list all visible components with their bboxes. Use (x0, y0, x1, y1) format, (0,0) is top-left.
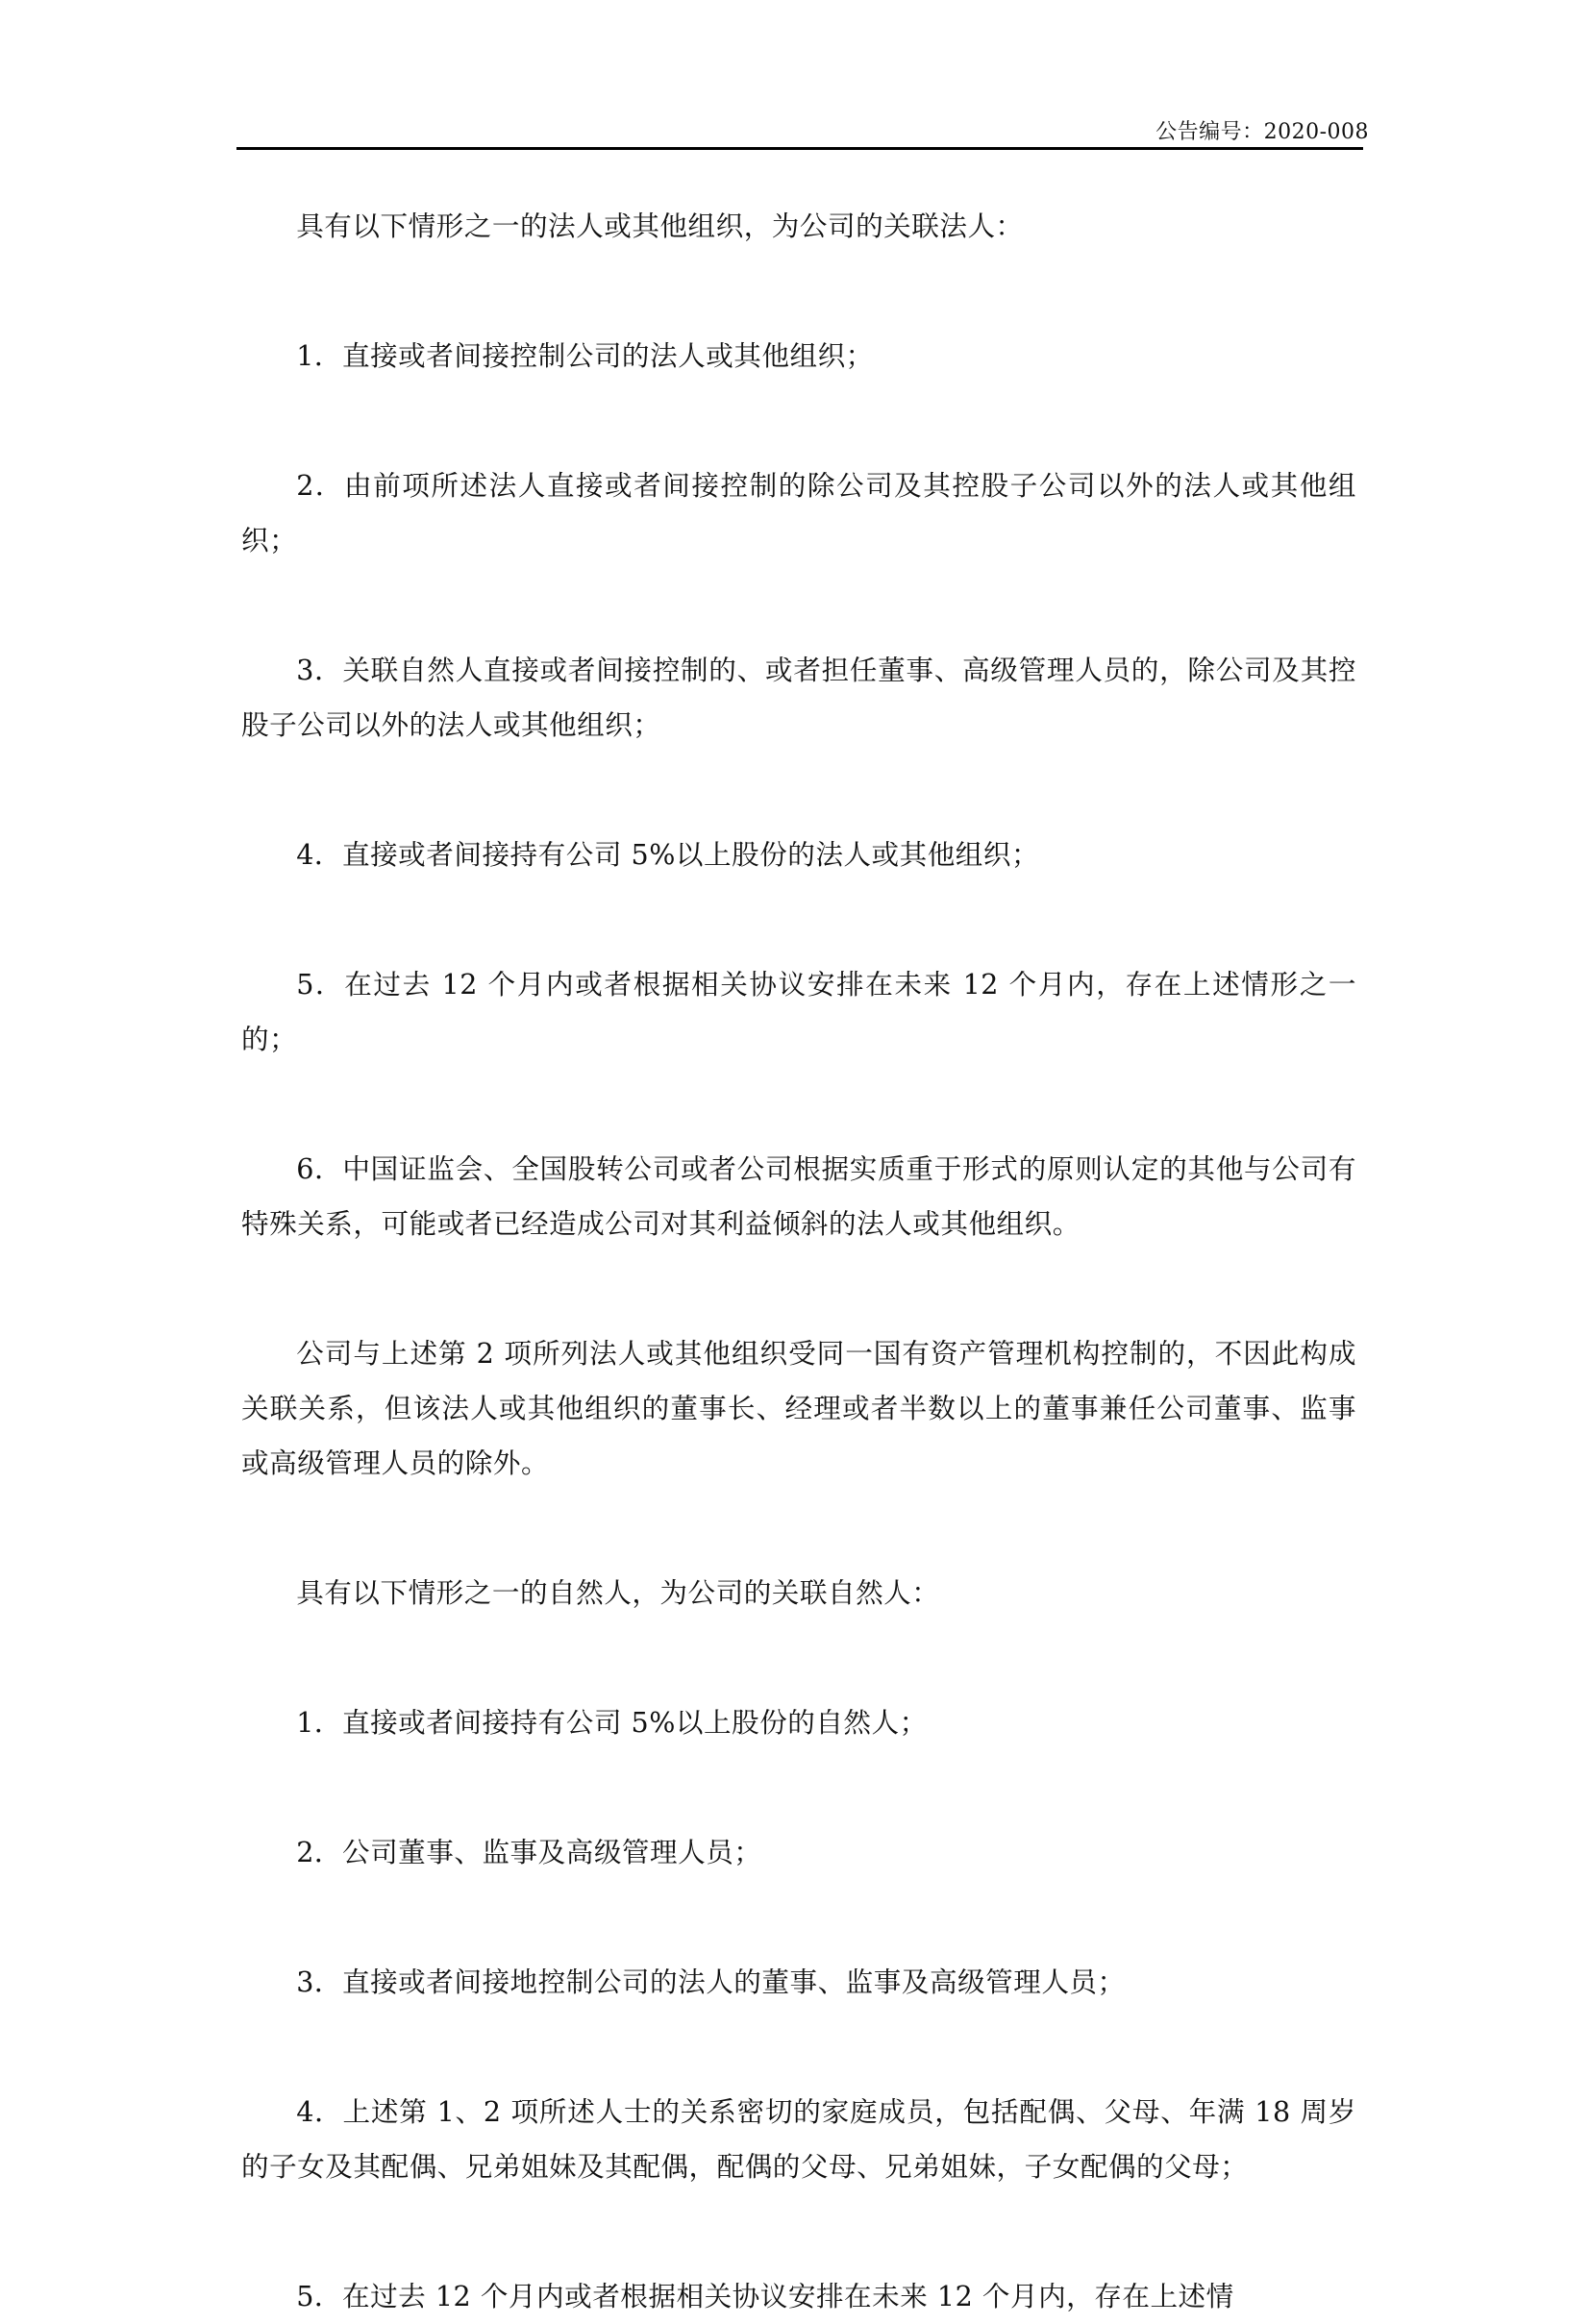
paragraph-related-legal-person-intro: 具有以下情形之一的法人或其他组织，为公司的关联法人： (296, 210, 1024, 242)
paragraph-natural-item-4: 4．上述第 1、2 项所述人士的关系密切的家庭成员，包括配偶、父母、年满 18 周岁的子女及其配偶、兄弟姐妹及其配偶，配偶的父母、兄弟姐妹，子女配偶的父母； (241, 2095, 1356, 2183)
paragraph-natural-item-3: 3．直接或者间接地控制公司的法人的董事、监事及高级管理人员； (296, 1966, 1126, 1998)
announcement-number: 公告编号：2020-008 (1155, 120, 1369, 144)
paragraph-legal-item-1: 1．直接或者间接控制公司的法人或其他组织； (296, 339, 874, 372)
paragraph-legal-item-4: 4．直接或者间接持有公司 5%以上股份的法人或其他组织； (296, 838, 1040, 871)
paragraph-natural-item-2: 2．公司董事、监事及高级管理人员； (296, 1836, 762, 1868)
document-body (241, 199, 1356, 2324)
paragraph-natural-item-1: 1．直接或者间接持有公司 5%以上股份的自然人； (296, 1706, 928, 1739)
paragraph-legal-item-5: 5．在过去 12 个月内或者根据相关协议安排在未来 12 个月内，存在上述情形之一的； (241, 968, 1356, 1055)
paragraph-state-asset-exception: 公司与上述第 2 项所列法人或其他组织受同一国有资产管理机构控制的，不因此构成关联关系，但该法人或其他组织的董事长、经理或者半数以上的董事兼任公司董事、监事或高级管理人员的除外。 (241, 1337, 1356, 1479)
paragraph-related-natural-person-intro: 具有以下情形之一的自然人，为公司的关联自然人： (296, 1576, 940, 1609)
paragraph-legal-item-6: 6．中国证监会、全国股转公司或者公司根据实质重于形式的原则认定的其他与公司有特殊关系，可能或者已经造成公司对其利益倾斜的法人或其他组织。 (241, 1152, 1356, 1240)
paragraph-legal-item-3: 3．关联自然人直接或者间接控制的、或者担任董事、高级管理人员的，除公司及其控股子公司以外的法人或其他组织； (241, 654, 1356, 741)
paragraph-legal-item-2: 2．由前项所述法人直接或者间接控制的除公司及其控股子公司以外的法人或其他组织； (241, 469, 1356, 556)
header-rule (236, 147, 1363, 150)
paragraph-natural-item-5: 5．在过去 12 个月内或者根据相关协议安排在未来 12 个月内，存在上述情 (296, 2280, 1234, 2312)
